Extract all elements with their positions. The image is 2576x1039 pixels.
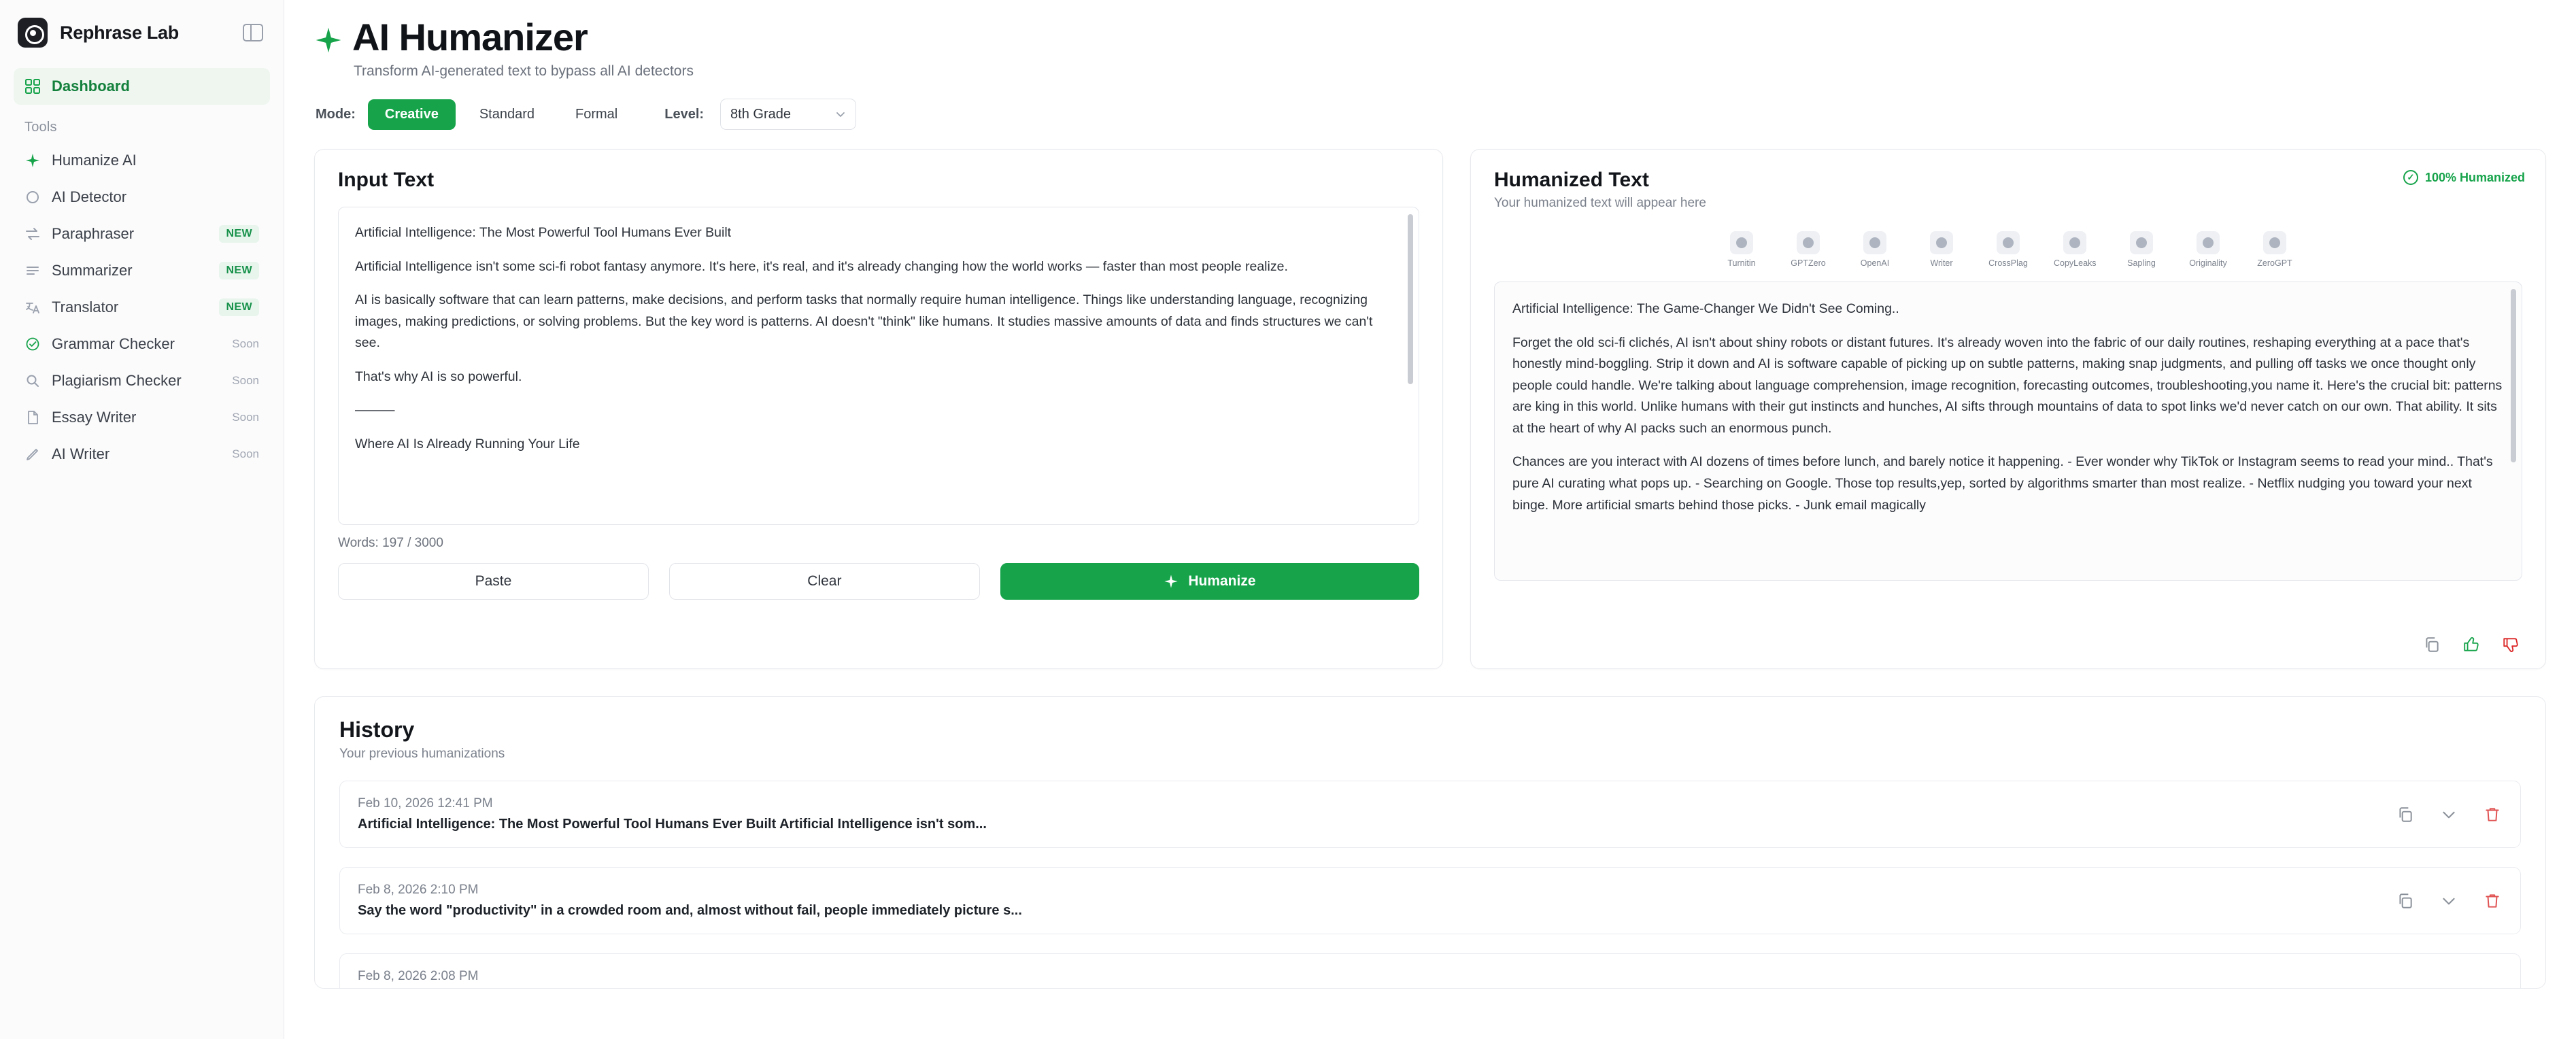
history-date: Feb 8, 2026 2:10 PM (358, 883, 479, 897)
detector-icon (1730, 231, 1753, 254)
detector-icon (2197, 231, 2220, 254)
badge-new: NEW (219, 299, 259, 316)
detector-name: GPTZero (1791, 258, 1826, 268)
detector-item (2120, 231, 2163, 268)
thumbs-up-icon[interactable] (2461, 634, 2481, 655)
detector-name: ZeroGPT (2257, 258, 2292, 268)
sidebar-item-ai-detector[interactable] (14, 179, 270, 216)
arrows-icon (24, 226, 41, 242)
detector-name: CrossPlag (1988, 258, 2028, 268)
detector-icon (2130, 231, 2153, 254)
detector-icon (1997, 231, 2020, 254)
history-row-main (358, 796, 2395, 832)
document-icon (24, 409, 41, 426)
trash-icon[interactable] (2482, 891, 2503, 911)
level-select-value: 8th Grade (730, 106, 791, 122)
brand-title: Rephrase Lab (60, 22, 179, 43)
chevron-down-icon[interactable] (2439, 891, 2459, 911)
detector-item (2187, 231, 2229, 268)
search-icon (24, 373, 41, 389)
output-paragraph: Artificial Intelligence: The Game-Changer We Didn't See Coming.. (1512, 301, 1899, 316)
detector-name: Writer (1930, 258, 1953, 268)
sidebar-tools-nav (0, 142, 284, 473)
output-scrollbar[interactable] (2511, 289, 2516, 462)
page-header (314, 15, 2546, 80)
detector-item (1987, 231, 2029, 268)
sidebar-item-grammar-checker[interactable] (14, 326, 270, 362)
lines-icon (24, 262, 41, 279)
mode-button-standard[interactable]: Standard (462, 99, 552, 130)
sidebar-item-paraphraser[interactable] (14, 216, 270, 252)
output-card-title: Humanized Text (1494, 169, 1649, 191)
badge-new: NEW (219, 262, 259, 279)
sidebar-item-label: Paraphraser (52, 225, 135, 242)
grid-icon (24, 78, 41, 95)
main-content (284, 0, 2576, 1039)
circle-scan-icon (24, 189, 41, 205)
mode-button-formal[interactable]: Formal (558, 99, 634, 130)
sidebar-item-label: AI Writer (52, 445, 110, 462)
input-paragraph: AI is basically software that can learn patterns, make decisions, and perform tasks that normally require human intelligence. Things like understanding language, recognizing images, making predictions, or solving problems. But the key word is patterns. AI doesn't "think" like humans. It studies massive amounts of data and finds structures we can't see. (355, 292, 1373, 351)
level-select[interactable] (720, 99, 856, 130)
output-text[interactable] (1494, 282, 2522, 581)
sidebar-item-translator[interactable] (14, 289, 270, 326)
sidebar-item-label: Dashboard (52, 78, 130, 95)
paste-button[interactable]: Paste (338, 563, 649, 600)
mode-button-creative[interactable]: Creative (368, 99, 456, 130)
sidebar-item-essay-writer[interactable] (14, 399, 270, 436)
input-paragraph: That's why AI is so powerful. (355, 369, 522, 384)
page-title: AI Humanizer (352, 16, 588, 58)
sidebar-item-dashboard[interactable] (14, 68, 270, 105)
detector-name: Sapling (2127, 258, 2156, 268)
detector-item (1787, 231, 1829, 268)
clear-button[interactable]: Clear (669, 563, 980, 600)
detector-name: Originality (2189, 258, 2227, 268)
brand (0, 0, 284, 60)
history-date: Feb 10, 2026 12:41 PM (358, 796, 493, 811)
input-paragraph: Where AI Is Already Running Your Life (355, 437, 580, 452)
panel-collapse-icon[interactable] (243, 24, 263, 41)
detector-icon (1797, 231, 1820, 254)
detector-icon (1863, 231, 1886, 254)
copy-icon[interactable] (2422, 634, 2442, 655)
history-date: Feb 8, 2026 2:08 PM (358, 969, 479, 983)
sidebar-item-label: Summarizer (52, 262, 133, 279)
output-card-subtitle: Your humanized text will appear here (1494, 196, 1706, 210)
translate-icon (24, 299, 41, 316)
word-count: Words: 197 / 3000 (338, 536, 443, 550)
mode-segmented-control (368, 99, 634, 130)
check-circle-icon: ✓ (2403, 170, 2418, 185)
humanize-button-label: Humanize (1188, 573, 1256, 589)
sidebar-item-label: Plagiarism Checker (52, 372, 182, 389)
badge-new: NEW (219, 225, 259, 243)
history-title: History (339, 717, 415, 742)
sidebar-primary-nav (0, 60, 284, 105)
sidebar-item-summarizer[interactable] (14, 252, 270, 289)
app-logo-icon (18, 18, 48, 48)
sparkle-icon (1164, 574, 1179, 589)
detector-item (1721, 231, 1763, 268)
controls-bar (316, 99, 2546, 130)
editor-columns (314, 149, 2546, 669)
detector-icon (1930, 231, 1953, 254)
badge-soon: Soon (232, 337, 259, 350)
sidebar-group-label: Tools (24, 120, 57, 135)
sidebar-item-label: Grammar Checker (52, 335, 175, 352)
copy-icon[interactable] (2395, 804, 2416, 825)
badge-soon: Soon (232, 411, 259, 424)
input-paragraph: ——— (355, 403, 395, 418)
output-paragraph: Chances are you interact with AI dozens of times before lunch, and barely notice it happening. - Ever wonder why TikTok or Instagram seems to read your mind.. That's pure AI curating what pops up. - Searching on Google. Those top results,yep, sorted by algorithms smarter than most realize. - Netflix nudging you toward your next binge. More artificial smarts behind those picks. - Junk email magically (1512, 454, 2493, 513)
history-row[interactable] (339, 867, 2521, 934)
history-row-main (358, 883, 2395, 919)
sidebar-item-ai-writer[interactable] (14, 436, 270, 473)
detector-item (1920, 231, 1963, 268)
detector-icon (2263, 231, 2286, 254)
sparkle-icon (314, 26, 343, 54)
history-row-actions (2395, 891, 2503, 911)
output-actions (2422, 634, 2521, 655)
page-subtitle: Transform AI-generated text to bypass all AI detectors (354, 63, 694, 79)
input-textarea[interactable] (338, 207, 1419, 525)
status-badge-label: 100% Humanized (2424, 170, 2525, 184)
copy-icon[interactable] (2395, 891, 2416, 911)
sidebar-item-label: Translator (52, 299, 119, 316)
detector-name: OpenAI (1860, 258, 1890, 268)
history-text: Say the word "productivity" in a crowded room and, almost without fail, people immediately picture s... (358, 903, 1022, 918)
sidebar-item-label: AI Detector (52, 188, 127, 205)
detector-item (2054, 231, 2096, 268)
input-card-title: Input Text (338, 169, 435, 191)
sidebar (0, 0, 284, 1039)
pen-icon (24, 446, 41, 462)
trash-icon[interactable] (2482, 804, 2503, 825)
output-paragraph: Forget the old sci-fi clichés, AI isn't about shiny robots or distant futures. It's already woven into the fabric of our daily routines, reshaping everything at a pace that's honestly mind-boggling. Strip it down and AI is software capable of picking up on subtle patterns, making snap judgments, and pulling off tasks we once thought only people could handle. We're talking about language comprehension, image recognition, forecasting outcomes, troubleshooting,you name it. Here's the crucial bit: patterns are king in this world. Unlike humans with their gut instincts and hunches, AI sifts through mountains of data to spot links we'd never catch on our own. That ability. It sits at the heart of why AI packs such an enormous punch. (1512, 335, 2503, 436)
thumbs-down-icon[interactable] (2501, 634, 2521, 655)
detector-item (1854, 231, 1896, 268)
mode-label: Mode: (316, 106, 356, 122)
humanize-button[interactable] (1000, 563, 1419, 600)
detector-name: Turnitin (1727, 258, 1756, 268)
sidebar-item-humanize-ai[interactable] (14, 142, 270, 179)
detector-icon (2063, 231, 2086, 254)
output-card (1470, 149, 2546, 669)
input-paragraph: Artificial Intelligence isn't some sci-fi robot fantasy anymore. It's here, it's real, and it's already changing how the world works — faster than most people realize. (355, 258, 1288, 274)
history-row-main (358, 969, 2503, 984)
badge-soon: Soon (232, 447, 259, 460)
sidebar-item-label: Essay Writer (52, 409, 137, 426)
badge-soon: Soon (232, 374, 259, 387)
history-row[interactable] (339, 953, 2521, 989)
sidebar-item-label: Humanize AI (52, 152, 137, 169)
input-paragraph: Artificial Intelligence: The Most Powerful Tool Humans Ever Built (355, 225, 732, 240)
level-label: Level: (664, 106, 705, 122)
detector-item (2254, 231, 2296, 268)
input-card (314, 149, 1443, 669)
detector-list (1494, 231, 2522, 268)
detector-name: CopyLeaks (2054, 258, 2097, 268)
sidebar-item-plagiarism-checker[interactable] (14, 362, 270, 399)
input-scrollbar[interactable] (1408, 214, 1413, 384)
history-panel (314, 696, 2546, 989)
history-row-actions (2395, 804, 2503, 825)
history-row[interactable] (339, 781, 2521, 848)
chevron-down-icon[interactable] (2439, 804, 2459, 825)
history-text: Artificial Intelligence: The Most Powerful Tool Humans Ever Built Artificial Intelligence isn't som... (358, 817, 987, 832)
chevron-down-icon (835, 109, 846, 120)
sparkle-icon (24, 152, 41, 169)
input-actions (338, 563, 1419, 600)
status-badge (2403, 170, 2525, 185)
check-circle-icon (24, 336, 41, 352)
history-subtitle: Your previous humanizations (339, 747, 505, 761)
